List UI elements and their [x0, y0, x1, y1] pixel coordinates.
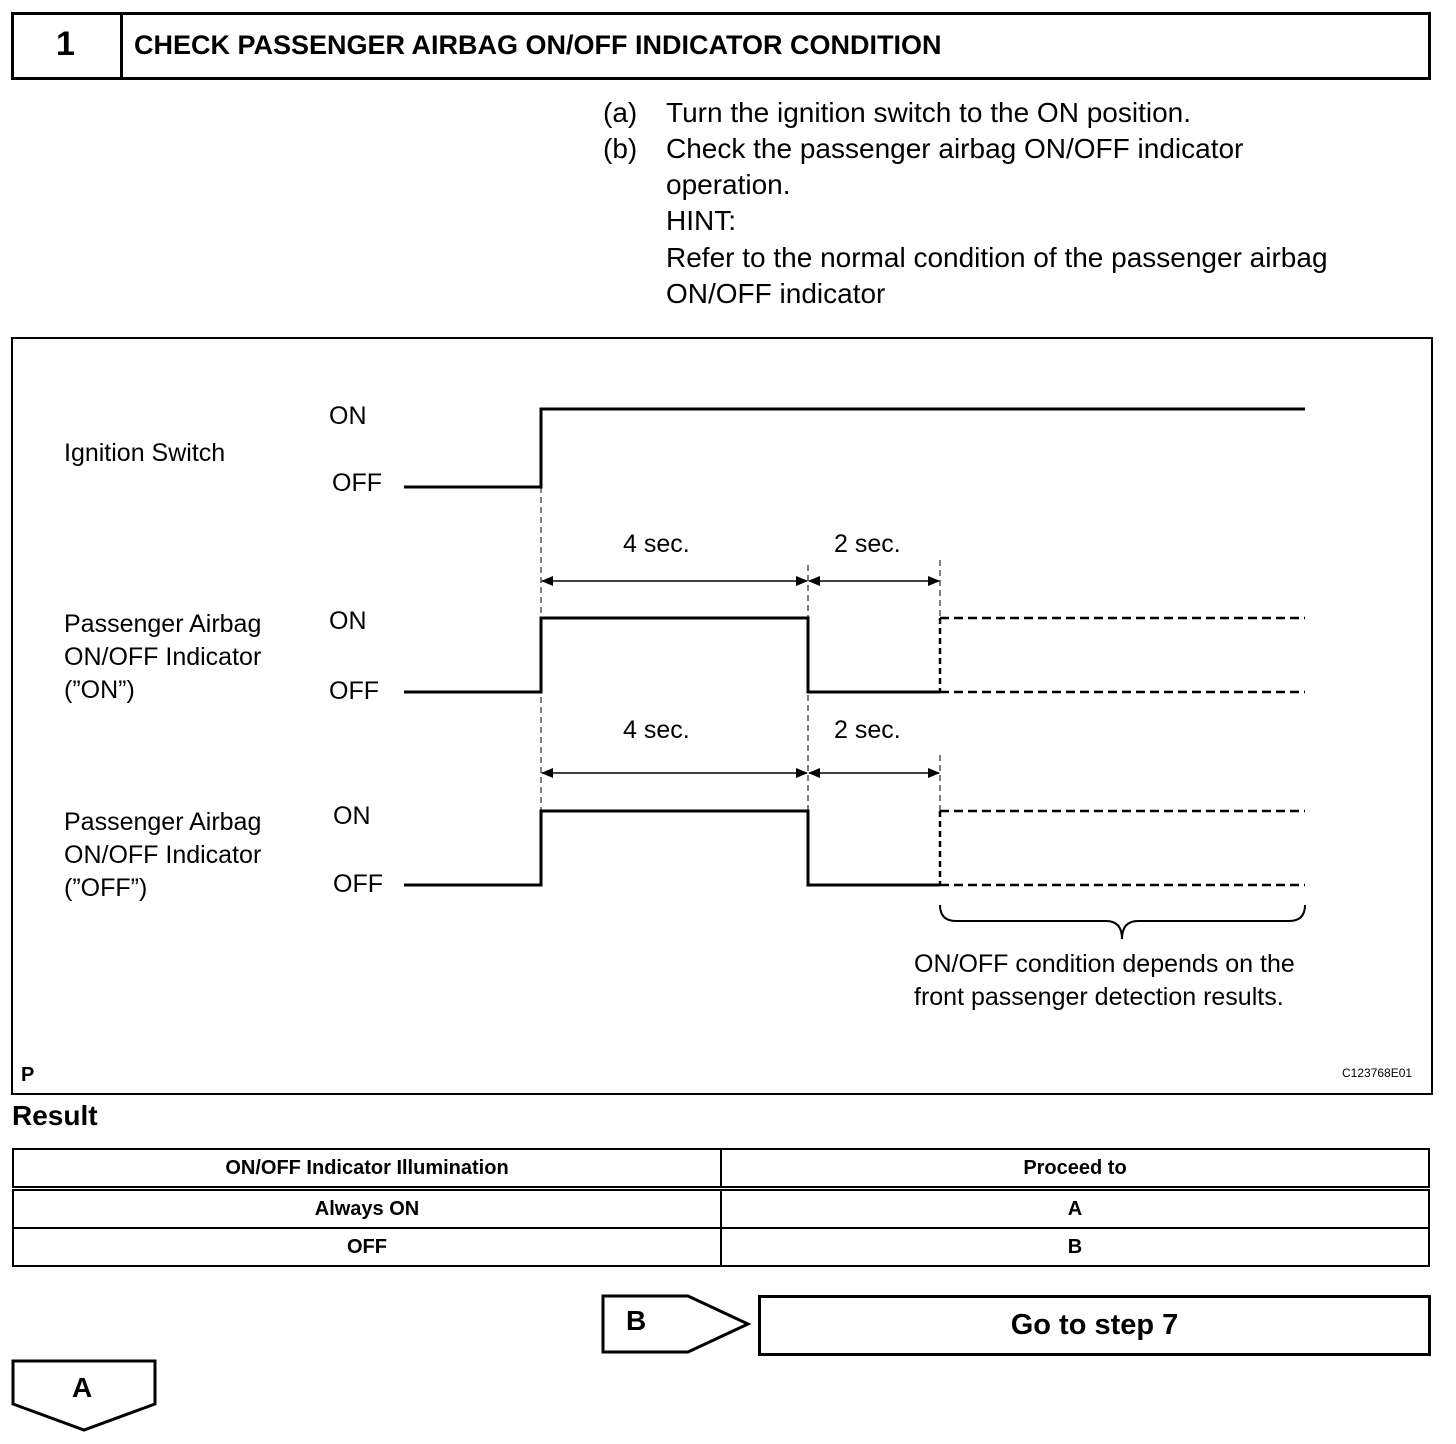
ignition-switch-label: Ignition Switch [64, 439, 226, 467]
table-row [13, 1228, 1429, 1266]
pa-off-on-label: ON [333, 802, 371, 830]
duration-2s-lower: 2 sec. [834, 716, 901, 744]
duration-4s-upper: 4 sec. [623, 530, 690, 558]
pa-off-label-1: Passenger Airbag [64, 808, 262, 836]
indicator-off-waveform [404, 811, 940, 885]
header-condition: ON/OFF Indicator Illumination [13, 1149, 721, 1189]
b-label: B [626, 1305, 647, 1336]
result-title: Result [12, 1100, 98, 1131]
step-number: 1 [11, 12, 123, 80]
note-line2: front passenger detection results. [914, 983, 1284, 1011]
pa-on-on-label: ON [329, 607, 367, 635]
indicator-on-waveform [404, 618, 940, 692]
b-arrow-tag[interactable] [600, 1293, 752, 1355]
pa-off-off-label: OFF [333, 870, 383, 898]
row-proceed: B [721, 1228, 1429, 1266]
pa-on-label-2: ON/OFF Indicator [64, 643, 262, 671]
instruction-a-marker: (a) [603, 97, 638, 128]
ignition-waveform [404, 409, 1305, 487]
instruction-a-text: Turn the ignition switch to the ON position. [666, 97, 1191, 128]
table-row [13, 1189, 1429, 1229]
pa-on-off-label: OFF [329, 677, 379, 705]
pa-on-label-3: (”ON”) [64, 676, 135, 704]
diagram-corner-letter: P [21, 1064, 35, 1086]
row-proceed: A [721, 1189, 1429, 1229]
result-table [12, 1148, 1430, 1267]
go-to-step-button[interactable]: Go to step 7 [758, 1295, 1431, 1356]
table-header-row [13, 1149, 1429, 1189]
instruction-b-line2: operation. [666, 169, 791, 200]
hint-line1: Refer to the normal condition of the passenger airbag [666, 242, 1328, 273]
row-condition: OFF [13, 1228, 721, 1266]
condition-brace [940, 905, 1305, 939]
instruction-b-line1: Check the passenger airbag ON/OFF indicator [666, 133, 1244, 164]
duration-4s-lower: 4 sec. [623, 716, 690, 744]
instruction-b-marker: (b) [603, 133, 638, 164]
row-condition: Always ON [13, 1189, 721, 1229]
note-line1: ON/OFF condition depends on the [914, 950, 1295, 978]
pa-on-label-1: Passenger Airbag [64, 610, 262, 638]
a-label: A [72, 1372, 93, 1403]
ignition-off-label: OFF [332, 469, 382, 497]
figure-code: C123768E01 [1342, 1066, 1413, 1080]
hint-line2: ON/OFF indicator [666, 278, 886, 309]
header-proceed: Proceed to [721, 1149, 1429, 1189]
step-title: CHECK PASSENGER AIRBAG ON/OFF INDICATOR CONDITION [134, 30, 942, 60]
duration-2s-upper: 2 sec. [834, 530, 901, 558]
hint-label: HINT: [666, 205, 736, 236]
pa-off-label-3: (”OFF”) [64, 874, 148, 902]
ignition-on-label: ON [329, 402, 367, 430]
pa-off-label-2: ON/OFF Indicator [64, 841, 262, 869]
